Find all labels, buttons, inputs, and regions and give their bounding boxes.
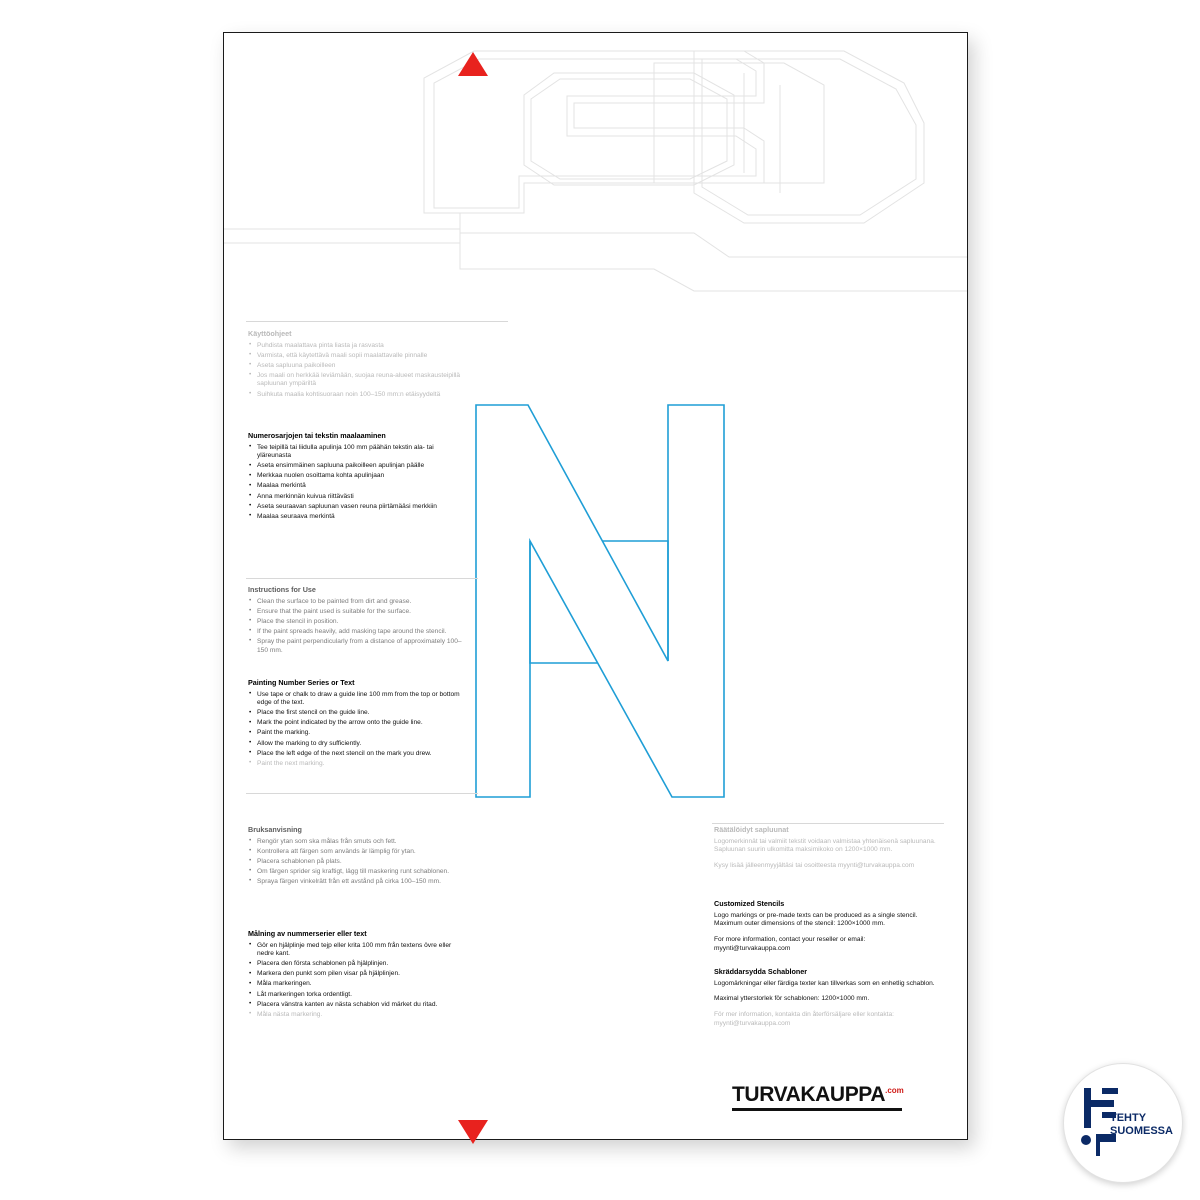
section-title: Bruksanvisning [248,825,302,834]
section-title: Käyttöohjeet [248,329,292,338]
section-list [248,942,463,1020]
section-en-custom [714,899,942,960]
section-title: Räätälöidyt sapluunat [714,825,789,834]
section-fi-custom [714,825,942,878]
list-item: • Clean the surface to be painted from dirt and grease. [257,598,463,607]
list-item: • Anna merkinnän kuivua riittävästi [257,493,463,502]
section-title: Painting Number Series or Text [248,678,355,687]
paragraph: Logomerkinnät tai valmiit tekstit voidaan valmistaa yhtenäisenä sapluunana. Sapluunan suurin ulkomitta maksimikoko on 1200×1000 mm. [714,837,936,854]
rule-top [246,321,508,322]
list-item: • Gör en hjälplinje med tejp eller krita 100 mm från textens övre eller nedre kant. [257,942,463,959]
list-item: • Place the first stencil on the guide line. [257,709,463,718]
list-item: • Låt markeringen torka ordentligt. [257,991,463,1000]
list-item: • Aseta sapluuna paikoilleen [257,362,463,371]
list-item: • Om färgen sprider sig kraftigt, lägg till maskering runt schablonen. [257,868,463,877]
list-item: • Aseta ensimmäinen sapluuna paikoilleen apulinjan päälle [257,462,463,471]
list-item: • Kontrollera att färgen som används är lämplig för ytan. [257,848,463,857]
badge-line2: SUOMESSA [1110,1124,1173,1137]
list-item: • Puhdista maalattava pinta liasta ja rasvasta [257,342,463,351]
section-list [248,838,463,887]
list-item: • Place the left edge of the next stencil on the mark you drew. [257,750,463,759]
stencil-letter-preview [472,401,732,801]
rule-right-top [712,823,944,824]
paragraph: För mer information, kontakta din återförsäljare eller kontakta: myynti@turvakauppa.com [714,1010,894,1027]
list-item: • If the paint spreads heavily, add masking tape around the stencil. [257,628,463,637]
brand-logo-name: TURVAKAUPPA [732,1083,886,1106]
section-list [248,598,463,656]
list-item: • Mark the point indicated by the arrow onto the guide line. [257,719,463,728]
list-item: • Tee teipillä tai liidulla apulinja 100 mm päähän tekstin ala- tai yläreunasta [257,444,463,461]
alignment-arrow-top-icon [458,52,488,76]
list-item: • Varmista, että käytettävä maali sopii maalattavalle pinnalle [257,352,463,361]
section-sv-usage [248,825,463,896]
rule-mid-left2 [246,793,478,794]
section-list [248,342,463,400]
section-title: Målning av nummerserier eller text [248,929,367,938]
list-item: • Aseta seuraavan sapluunan vasen reuna piirtämääsi merkkiin [257,503,463,512]
list-item: • Suihkuta maalia kohtisuoraan noin 100–150 mm:n etäisyydeltä [257,391,463,400]
section-sv-numbers [248,929,463,1028]
list-item: • Use tape or chalk to draw a guide line 100 mm from the top or bottom edge of the text. [257,691,463,708]
list-item: • Spray the paint perpendicularly from a distance of approximately 100–150 mm. [257,638,463,655]
section-title: Customized Stencils [714,899,785,908]
paragraph: Logomärkningar eller färdiga texter kan tillverkas som en enhetlig schablon. [714,979,935,987]
list-item: • Placera vänstra kanten av nästa schablon vid märket du ritad. [257,1001,463,1010]
paragraph: Logo markings or pre-made texts can be produced as a single stencil. Maximum outer dimensions of the stencil: 1200×1000 mm. [714,911,918,928]
list-item: • Spraya färgen vinkelrätt från ett avstånd på cirka 100–150 mm. [257,878,463,887]
section-sv-custom [714,967,942,1035]
list-item: • Paint the next marking. [257,760,463,769]
brand-logo-suffix: .com [885,1086,904,1095]
section-en-usage [248,585,463,664]
paragraph: Kysy lisää jälleenmyyjältäsi tai osoitteesta myynti@turvakauppa.com [714,861,915,869]
section-list [248,691,463,769]
section-title: Numerosarjojen tai tekstin maalaaminen [248,431,386,440]
section-en-numbers [248,678,463,777]
list-item: • Ensure that the paint used is suitable for the surface. [257,608,463,617]
brand-logo-underline [732,1108,902,1111]
made-in-finland-badge [1063,1063,1183,1183]
paragraph: Maximal ytterstorlek för schablonen: 1200×1000 mm. [714,995,870,1003]
document-page [223,32,968,1140]
list-item: • Placera den första schablonen på hjälplinjen. [257,960,463,969]
list-item: • Place the stencil in position. [257,618,463,627]
list-item: • Måla nästa markering. [257,1011,463,1020]
section-title: Skräddarsydda Schabloner [714,967,808,976]
list-item: • Maalaa seuraava merkintä [257,513,463,522]
list-item: • Paint the marking. [257,729,463,738]
section-fi-numbers [248,431,463,530]
badge-text [1110,1112,1173,1137]
section-list [248,444,463,522]
list-item: • Allow the marking to dry sufficiently. [257,740,463,749]
badge-line1: TEHTY [1110,1112,1147,1124]
list-item: • Rengör ytan som ska målas från smuts och fett. [257,838,463,847]
list-item: • Måla markeringen. [257,980,463,989]
list-item: • Maalaa merkintä [257,482,463,491]
section-title: Instructions for Use [248,585,316,594]
ghost-stencil-graphic [224,33,968,293]
list-item: • Placera schablonen på plats. [257,858,463,867]
paragraph: For more information, contact your reseller or email: myynti@turvakauppa.com [714,935,866,952]
rule-mid-left [246,578,478,579]
brand-logo [732,1083,904,1111]
list-item: • Jos maali on herkkää leviämään, suojaa reuna-alueet maskausteipillä sapluunan ympäriltä [257,372,463,389]
list-item: • Merkkaa nuolen osoittama kohta apulinjaan [257,472,463,481]
section-fi-usage [248,329,463,408]
list-item: • Markera den punkt som pilen visar på hjälplinjen. [257,970,463,979]
alignment-arrow-bottom-icon [458,1120,488,1144]
